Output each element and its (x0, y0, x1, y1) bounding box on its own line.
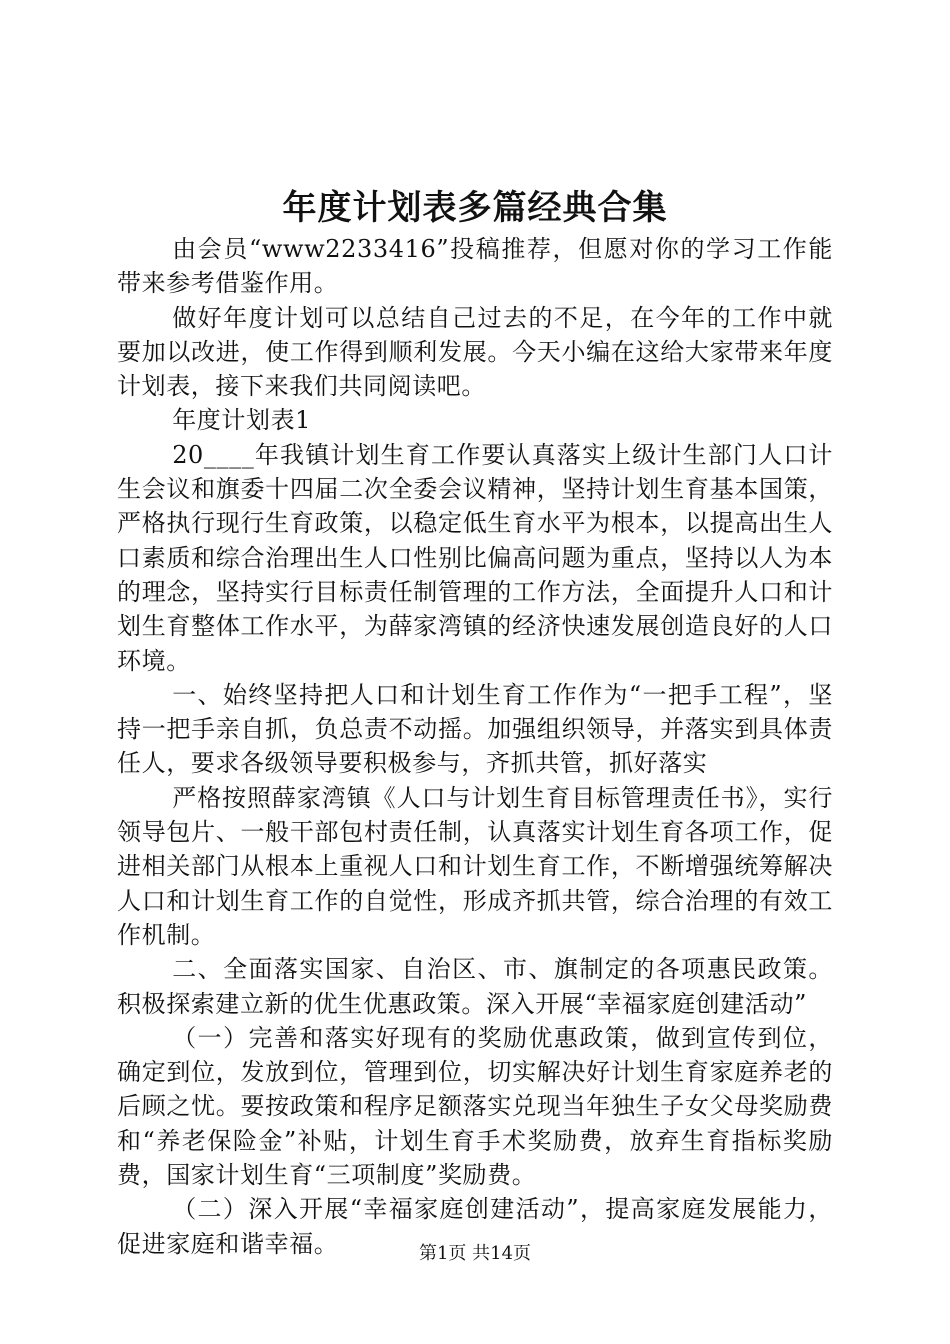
document-title: 年度计划表多篇经典合集 (282, 188, 668, 228)
paragraph-item-2: 二、全面落实国家、自治区、市、旗制定的各项惠民政策。积极探索建立新的优生优惠政策。深入开展“幸福家庭创建活动” (117, 955, 833, 1018)
page-footer: 第1页 共14页 (418, 1243, 532, 1264)
paragraph-item-1: 一、始终坚持把人口和计划生育工作作为“一把手工程”，坚持一把手亲自抓，负总责不动摇。加强组织领导，并落实到具体责任人，要求各级领导要积极参与，齐抓共管，抓好落实 (117, 680, 833, 778)
paragraph-intro: 由会员“www2233416”投稿推荐，但愿对你的学习工作能带来参考借鉴作用。 (117, 235, 833, 298)
paragraph-summary: 做好年度计划可以总结自己过去的不足，在今年的工作中就要加以改进，使工作得到顺利发展。今天小编在这给大家带来年度计划表，接下来我们共同阅读吧。 (117, 303, 833, 401)
paragraph-responsibility: 严格按照薛家湾镇《人口与计划生育目标管理责任书》，实行领导包片、一般干部包村责任制，认真落实计划生育各项工作，促进相关部门从根本上重视人口和计划生育工作，不断增强统筹解决人口和计划生育工作的自觉性，形成齐抓共管，综合治理的有效工作机制。 (117, 783, 833, 949)
document-body (117, 232, 833, 1261)
paragraph-subitem-2: （二）深入开展“幸福家庭创建活动”，提高家庭发展能力，促进家庭和谐幸福。 (117, 1195, 833, 1258)
paragraph-plan-overview: 20____年我镇计划生育工作要认真落实上级计生部门人口计生会议和旗委十四届二次全委会议精神，坚持计划生育基本国策，严格执行现行生育政策，以稳定低生育水平为根本，以提高出生人口素质和综合治理出生人口性别比偏高问题为重点，坚持以人为本的理念，坚持实行目标责任制管理的工作方法，全面提升人口和计划生育整体工作水平，为薛家湾镇的经济快速发展创造良好的人口环境。 (117, 440, 833, 675)
section-heading-plan-1: 年度计划表1 (172, 406, 312, 435)
paragraph-subitem-1: （一）完善和落实好现有的奖励优惠政策，做到宣传到位，确定到位，发放到位，管理到位，切实解决好计划生育家庭养老的后顾之忧。要按政策和程序足额落实兑现当年独生子女父母奖励费和“养老保险金”补贴，计划生育手术奖励费，放弃生育指标奖励费，国家计划生育“三项制度”奖励费。 (117, 1023, 833, 1190)
